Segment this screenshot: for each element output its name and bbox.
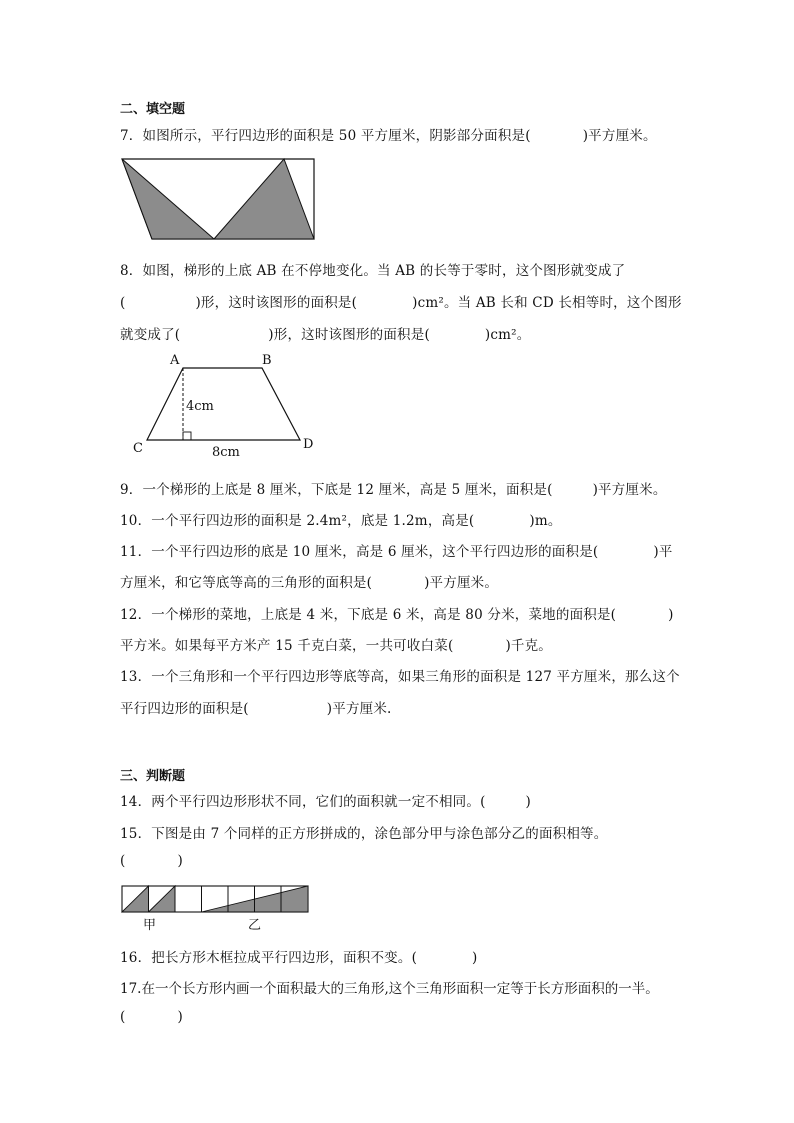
q7-text-b: )平方厘米。: [582, 128, 657, 144]
q8-trapezoid-figure: [125, 348, 325, 460]
q15-label-yi: 乙: [248, 918, 262, 933]
q15-paren-open: (: [120, 853, 126, 869]
q9-text-a: 9．一个梯形的上底是 8 厘米，下底是 12 厘米，高是 5 厘米，面积是(: [120, 482, 553, 498]
q14-text-b: ): [525, 794, 532, 810]
question-7: [120, 124, 657, 144]
q12-line1-tail: ): [668, 607, 674, 623]
section-true-false-title: 三、判断题: [120, 769, 186, 784]
q8-label-C: C: [133, 441, 143, 456]
q12-line2-tail: )千克。: [505, 638, 553, 654]
question-11-line1: [120, 540, 673, 560]
q9-text-b: )平方厘米。: [592, 482, 667, 498]
q15-squares-figure: [118, 884, 313, 934]
q11-line1-tail: )平: [653, 544, 673, 560]
q13-line2-text: 平行四边形的面积是(: [120, 701, 249, 717]
q8-base-label: 8cm: [212, 445, 240, 460]
question-16: [120, 946, 478, 966]
q8-label-D: D: [303, 437, 314, 452]
question-14: [120, 790, 531, 810]
q8-height-label: 4cm: [186, 399, 214, 414]
question-13-line1: 13．一个三角形和一个平行四边形等底等高，如果三角形的面积是 127 平方厘米，那么这个: [120, 669, 680, 685]
question-8-line3: [120, 323, 530, 343]
q10-text-b: )m。: [529, 513, 562, 529]
question-8-line2: [120, 291, 682, 311]
question-15-line1: 15．下图是由 7 个同样的正方形拼成的，涂色部分甲与涂色部分乙的面积相等。: [120, 826, 608, 842]
question-10: [120, 509, 562, 529]
q15-label-jia: 甲: [143, 918, 157, 933]
q11-line2-text: 方厘米，和它等底等高的三角形的面积是(: [120, 575, 373, 591]
q11-line2-tail: )平方厘米。: [424, 575, 499, 591]
q8-label-B: B: [262, 353, 272, 368]
q8-line3-head: 就变成了(: [120, 327, 181, 343]
q12-line1-text: 12．一个梯形的菜地，上底是 4 米，下底是 6 米，高是 80 分米，菜地的面积是(: [120, 607, 617, 623]
q11-line1-text: 11．一个平行四边形的底是 10 厘米，高是 6 厘米，这个平行四边形的面积是(: [120, 544, 599, 560]
question-8-line1: 8．如图，梯形的上底 AB 在不停地变化。当 AB 的长等于零时，这个图形就变成了: [120, 263, 626, 279]
q7-parallelogram-figure: [118, 157, 318, 243]
q8-label-A: A: [170, 353, 180, 368]
q8-trapezoid: [147, 368, 300, 440]
q8-right-angle-mark: [183, 432, 191, 440]
section-fill-in-title: 二、填空题: [120, 102, 186, 117]
q14-text-a: 14．两个平行四边形形状不同，它们的面积就一定不相同。(: [120, 794, 486, 810]
question-9: [120, 478, 667, 498]
q8-line3-tail: )cm²。: [484, 327, 531, 343]
q16-text-b: ): [472, 950, 478, 966]
q8-line2-tail: )cm²。当 AB 长和 CD 长相等时，这个图形: [412, 295, 682, 311]
question-13-line2: [120, 697, 392, 717]
q8-paren: (: [120, 295, 126, 311]
q17-paren-open: (: [120, 1009, 126, 1025]
q13-line2-tail: )平方厘米.: [326, 701, 392, 717]
q10-text-a: 10．一个平行四边形的面积是 2.4m²，底是 1.2m，高是(: [120, 513, 475, 529]
question-12-line2: [120, 634, 552, 654]
q15-paren-close: ): [177, 853, 183, 869]
question-17-line1: 17.在一个长方形内画一个面积最大的三角形,这个三角形面积一定等于长方形面积的一半。: [120, 981, 659, 997]
q8-line2-text: )形，这时该图形的面积是(: [195, 295, 358, 311]
question-17-paren: [120, 1009, 183, 1025]
q12-line2-text: 平方米。如果每平方米产 15 千克白菜，一共可收白菜(: [120, 638, 454, 654]
q8-line3-text: )形，这时该图形的面积是(: [268, 327, 430, 343]
q16-text-a: 16．把长方形木框拉成平行四边形，面积不变。(: [120, 950, 418, 966]
q7-text-a: 7．如图所示，平行四边形的面积是 50 平方厘米，阴影部分面积是(: [120, 128, 531, 144]
question-11-line2: [120, 571, 498, 591]
question-15-paren: [120, 853, 183, 869]
q17-paren-close: ): [177, 1009, 183, 1025]
question-12-line1: [120, 603, 674, 623]
